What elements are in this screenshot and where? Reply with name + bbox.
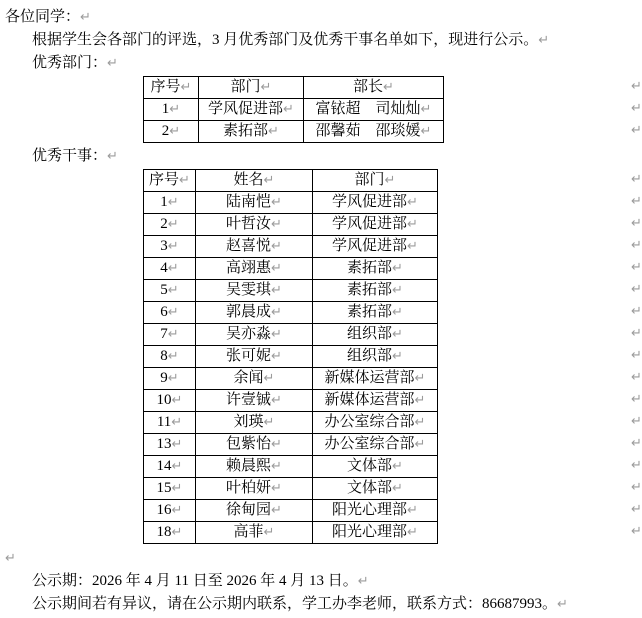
cell-end-mark-icon: ↵ [167, 371, 179, 386]
header-cell [199, 77, 304, 99]
table-cell [144, 434, 196, 456]
table-row [144, 390, 438, 412]
table-cell-text: 13 [156, 436, 172, 452]
cell-end-mark-icon: ↵ [171, 525, 183, 540]
table-cell [196, 390, 313, 412]
paragraph-publicity-period [5, 570, 628, 593]
header-cell [313, 170, 438, 192]
row-end-mark-icon: ↵ [631, 101, 642, 116]
publicity-period-text: 公示期：2026 年 4 月 11 日至 2026 年 4 月 13 日。 [32, 573, 358, 589]
cell-end-mark-icon: ↵ [169, 102, 181, 117]
cell-end-mark-icon: ↵ [271, 349, 282, 364]
cell-end-mark-icon: ↵ [171, 481, 183, 496]
departments-table-wrap [143, 76, 642, 143]
header-cell [304, 77, 444, 99]
table-cell [313, 434, 438, 456]
table-row [144, 500, 438, 522]
paragraph-intro [5, 29, 628, 52]
cell-end-mark-icon: ↵ [271, 217, 282, 232]
table-cell [313, 280, 438, 302]
cell-end-mark-icon: ↵ [407, 239, 418, 254]
cell-end-mark-icon: ↵ [271, 503, 282, 518]
table-cell [196, 346, 313, 368]
cell-end-mark-icon: ↵ [268, 124, 279, 139]
paragraph-mark-icon: ↵ [557, 597, 568, 612]
table-cell-text: 邵馨茹 邵琰媛 [315, 123, 421, 139]
table-row [144, 236, 438, 258]
table-cell [144, 456, 196, 478]
table-cell-text: 18 [156, 524, 172, 540]
cell-end-mark-icon: ↵ [271, 195, 282, 210]
paragraph-section1-label [5, 52, 628, 75]
cell-end-mark-icon: ↵ [271, 261, 282, 276]
cell-end-mark-icon: ↵ [392, 305, 403, 320]
table-cell-text: 张可妮 [226, 348, 272, 364]
table-cell [144, 121, 199, 143]
intro-text: 根据学生会各部门的评选，3 月优秀部门及优秀干事名单如下，现进行公示。 [32, 32, 539, 48]
cell-end-mark-icon: ↵ [179, 173, 190, 188]
staff-table-wrap [143, 169, 642, 544]
cell-end-mark-icon: ↵ [420, 102, 432, 117]
table-row [144, 258, 438, 280]
cell-end-mark-icon: ↵ [167, 195, 179, 210]
cell-end-mark-icon: ↵ [271, 283, 282, 298]
cell-end-mark-icon: ↵ [271, 481, 282, 496]
table-cell-text: 文体部 [347, 458, 393, 474]
table-cell [313, 412, 438, 434]
table-cell-text: 赖晨熙 [226, 458, 272, 474]
table-cell [313, 478, 438, 500]
header-cell-text: 序号 [150, 79, 181, 95]
cell-end-mark-icon: ↵ [171, 437, 183, 452]
row-end-mark-icon: ↵ [631, 79, 642, 94]
paragraph-mark-icon: ↵ [357, 574, 369, 589]
table-cell [313, 390, 438, 412]
table-cell [313, 192, 438, 214]
row-end-mark-icon: ↵ [631, 260, 642, 275]
table-cell-text: 学风促进部 [332, 194, 408, 210]
table-cell-text: 高菲 [233, 524, 264, 540]
paragraph-contact [5, 593, 628, 616]
table-row [144, 192, 438, 214]
table-cell-text: 9 [160, 370, 168, 386]
table-cell-text: 办公室综合部 [324, 436, 415, 452]
paragraph-section2-label [5, 145, 628, 168]
header-cell-text: 姓名 [233, 172, 264, 188]
cell-end-mark-icon: ↵ [414, 437, 426, 452]
table-cell-text: 学风促进部 [332, 216, 408, 232]
table-cell [313, 346, 438, 368]
cell-end-mark-icon: ↵ [383, 80, 394, 95]
table-cell-text: 阳光心理部 [332, 502, 408, 518]
cell-end-mark-icon: ↵ [392, 481, 403, 496]
row-end-mark-icon: ↵ [631, 304, 642, 319]
row-end-mark-icon: ↵ [631, 194, 642, 209]
table-cell [313, 236, 438, 258]
row-end-mark-icon: ↵ [631, 238, 642, 253]
row-end-mark-icon: ↵ [631, 282, 642, 297]
cell-end-mark-icon: ↵ [167, 327, 179, 342]
table-cell [196, 434, 313, 456]
table-cell [196, 214, 313, 236]
cell-end-mark-icon: ↵ [407, 503, 418, 518]
table-cell [199, 121, 304, 143]
table-cell-text: 组织部 [347, 326, 393, 342]
table-cell-text: 包紫怡 [226, 436, 272, 452]
paragraph-mark-icon: ↵ [107, 56, 118, 71]
table-cell-text: 组织部 [347, 348, 393, 364]
table-cell [313, 324, 438, 346]
cell-end-mark-icon: ↵ [169, 124, 181, 139]
cell-end-mark-icon: ↵ [392, 261, 403, 276]
header-cell-text: 部门 [230, 79, 261, 95]
row-end-mark-icon: ↵ [631, 480, 642, 495]
row-end-mark-icon: ↵ [631, 414, 642, 429]
table-row [144, 324, 438, 346]
table-row [144, 368, 438, 390]
cell-end-mark-icon: ↵ [263, 525, 275, 540]
table-cell [196, 368, 313, 390]
table-cell-text: 刘瑛 [233, 414, 264, 430]
row-end-mark-icon: ↵ [631, 458, 642, 473]
table-cell-text: 富铱超 司灿灿 [315, 101, 421, 117]
paragraph-mark-icon: ↵ [5, 551, 16, 566]
table-cell [196, 456, 313, 478]
cell-end-mark-icon: ↵ [414, 393, 426, 408]
table-row [144, 346, 438, 368]
table-cell-text: 2 [160, 216, 168, 232]
row-end-mark-icon: ↵ [631, 502, 642, 517]
table-cell [313, 214, 438, 236]
cell-end-mark-icon: ↵ [167, 349, 179, 364]
paragraph-mark-icon: ↵ [538, 33, 550, 48]
cell-end-mark-icon: ↵ [171, 503, 183, 518]
cell-end-mark-icon: ↵ [392, 283, 403, 298]
table-cell-text: 7 [160, 326, 168, 342]
table-cell [313, 456, 438, 478]
table-cell-text: 素拓部 [347, 282, 393, 298]
table-cell-text: 余闻 [233, 370, 264, 386]
departments-row-end-marks [628, 76, 642, 142]
cell-end-mark-icon: ↵ [171, 415, 183, 430]
cell-end-mark-icon: ↵ [407, 195, 418, 210]
header-row [144, 77, 444, 99]
departments-table [143, 76, 444, 143]
table-cell [144, 368, 196, 390]
paragraph-empty [5, 547, 628, 570]
table-cell-text: 4 [160, 260, 168, 276]
table-cell-text: 15 [156, 480, 172, 496]
table-cell [196, 236, 313, 258]
table-cell-text: 素拓部 [347, 260, 393, 276]
staff-row-end-marks [628, 169, 642, 543]
table-cell [196, 324, 313, 346]
section2-label-text: 优秀干事： [32, 148, 108, 164]
table-cell [313, 258, 438, 280]
table-row [144, 456, 438, 478]
table-row [144, 302, 438, 324]
table-row [144, 280, 438, 302]
cell-end-mark-icon: ↵ [167, 239, 179, 254]
table-row [144, 478, 438, 500]
cell-end-mark-icon: ↵ [167, 261, 179, 276]
paragraph-mark-icon: ↵ [107, 149, 118, 164]
table-cell [313, 500, 438, 522]
header-cell-text: 部长 [353, 79, 384, 95]
cell-end-mark-icon: ↵ [384, 173, 396, 188]
header-cell [144, 77, 199, 99]
cell-end-mark-icon: ↵ [260, 80, 272, 95]
section1-label-text: 优秀部门： [32, 55, 108, 71]
table-cell [196, 192, 313, 214]
table-cell [144, 412, 196, 434]
row-end-mark-icon: ↵ [631, 123, 642, 138]
cell-end-mark-icon: ↵ [263, 173, 275, 188]
cell-end-mark-icon: ↵ [171, 393, 183, 408]
table-cell [144, 346, 196, 368]
row-end-mark-icon: ↵ [631, 348, 642, 363]
table-cell [144, 99, 199, 121]
table-cell-text: 叶柏妍 [226, 480, 272, 496]
table-row [144, 412, 438, 434]
cell-end-mark-icon: ↵ [167, 217, 179, 232]
cell-end-mark-icon: ↵ [392, 327, 403, 342]
table-cell-text: 学风促进部 [208, 101, 284, 117]
cell-end-mark-icon: ↵ [414, 415, 426, 430]
table-cell [144, 258, 196, 280]
table-cell-text: 14 [156, 458, 172, 474]
table-cell-text: 素拓部 [347, 304, 393, 320]
table-cell [313, 368, 438, 390]
header-cell-text: 部门 [354, 172, 385, 188]
table-cell-text: 新媒体运营部 [324, 392, 415, 408]
cell-end-mark-icon: ↵ [271, 437, 282, 452]
table-cell-text: 3 [160, 238, 168, 254]
table-cell-text: 赵喜悦 [226, 238, 272, 254]
header-row [144, 170, 438, 192]
cell-end-mark-icon: ↵ [271, 393, 282, 408]
cell-end-mark-icon: ↵ [392, 459, 403, 474]
table-row [144, 214, 438, 236]
table-cell-text: 高翊惠 [226, 260, 272, 276]
cell-end-mark-icon: ↵ [180, 80, 192, 95]
row-end-mark-icon: ↵ [631, 326, 642, 341]
cell-end-mark-icon: ↵ [420, 124, 432, 139]
table-cell-text: 11 [156, 414, 172, 430]
header-cell-text: 序号 [149, 172, 180, 188]
table-cell [313, 302, 438, 324]
table-cell [144, 302, 196, 324]
table-cell-text: 吴亦淼 [226, 326, 272, 342]
cell-end-mark-icon: ↵ [167, 283, 179, 298]
header-cell [144, 170, 196, 192]
cell-end-mark-icon: ↵ [271, 305, 282, 320]
table-cell-text: 1 [160, 194, 168, 210]
table-cell [196, 258, 313, 280]
table-cell [144, 324, 196, 346]
paragraph-greeting [5, 6, 628, 29]
table-cell-text: 郭晨成 [226, 304, 272, 320]
cell-end-mark-icon: ↵ [171, 459, 183, 474]
table-cell [144, 280, 196, 302]
table-cell [144, 500, 196, 522]
table-cell [196, 412, 313, 434]
cell-end-mark-icon: ↵ [271, 239, 282, 254]
cell-end-mark-icon: ↵ [392, 349, 403, 364]
table-cell [304, 121, 444, 143]
staff-table [143, 169, 438, 544]
cell-end-mark-icon: ↵ [283, 102, 294, 117]
table-cell-text: 许壹铖 [226, 392, 272, 408]
table-cell-text: 8 [160, 348, 168, 364]
row-end-mark-icon: ↵ [631, 370, 642, 385]
table-row [144, 121, 444, 143]
cell-end-mark-icon: ↵ [271, 327, 282, 342]
paragraph-mark-icon: ↵ [80, 10, 91, 25]
contact-text: 公示期间若有异议，请在公示期内联系，学工办李老师，联系方式：86687993。 [32, 596, 558, 612]
table-cell-text: 10 [156, 392, 172, 408]
row-end-mark-icon: ↵ [631, 392, 642, 407]
cell-end-mark-icon: ↵ [167, 305, 179, 320]
table-cell [144, 390, 196, 412]
table-cell [196, 500, 313, 522]
cell-end-mark-icon: ↵ [414, 371, 426, 386]
table-cell-text: 陆南恺 [226, 194, 272, 210]
table-cell-text: 吴雯琪 [226, 282, 272, 298]
table-row [144, 99, 444, 121]
table-cell [196, 302, 313, 324]
row-end-mark-icon: ↵ [631, 436, 642, 451]
cell-end-mark-icon: ↵ [263, 415, 275, 430]
table-cell-text: 学风促进部 [332, 238, 408, 254]
greeting-text: 各位同学： [5, 9, 81, 25]
table-cell [144, 478, 196, 500]
header-cell [196, 170, 313, 192]
table-cell [144, 522, 196, 544]
cell-end-mark-icon: ↵ [271, 459, 282, 474]
table-cell [199, 99, 304, 121]
table-cell-text: 6 [160, 304, 168, 320]
table-cell-text: 5 [160, 282, 168, 298]
cell-end-mark-icon: ↵ [407, 217, 418, 232]
cell-end-mark-icon: ↵ [407, 525, 418, 540]
table-cell-text: 文体部 [347, 480, 393, 496]
table-cell [144, 236, 196, 258]
table-cell [196, 522, 313, 544]
table-cell-text: 1 [161, 101, 170, 117]
table-cell-text: 16 [156, 502, 172, 518]
table-cell-text: 办公室综合部 [324, 414, 415, 430]
table-cell-text: 徐甸园 [226, 502, 272, 518]
table-cell-text: 2 [161, 123, 170, 139]
row-end-mark-icon: ↵ [631, 172, 642, 187]
cell-end-mark-icon: ↵ [263, 371, 275, 386]
table-cell-text: 叶哲汝 [226, 216, 272, 232]
table-cell-text: 新媒体运营部 [324, 370, 415, 386]
table-cell [304, 99, 444, 121]
table-row [144, 434, 438, 456]
row-end-mark-icon: ↵ [631, 216, 642, 231]
table-cell [313, 522, 438, 544]
table-cell-text: 素拓部 [223, 123, 269, 139]
table-cell [144, 214, 196, 236]
row-end-mark-icon: ↵ [631, 524, 642, 539]
table-row [144, 522, 438, 544]
table-cell [196, 478, 313, 500]
table-cell-text: 阳光心理部 [332, 524, 408, 540]
table-cell [196, 280, 313, 302]
table-cell [144, 192, 196, 214]
